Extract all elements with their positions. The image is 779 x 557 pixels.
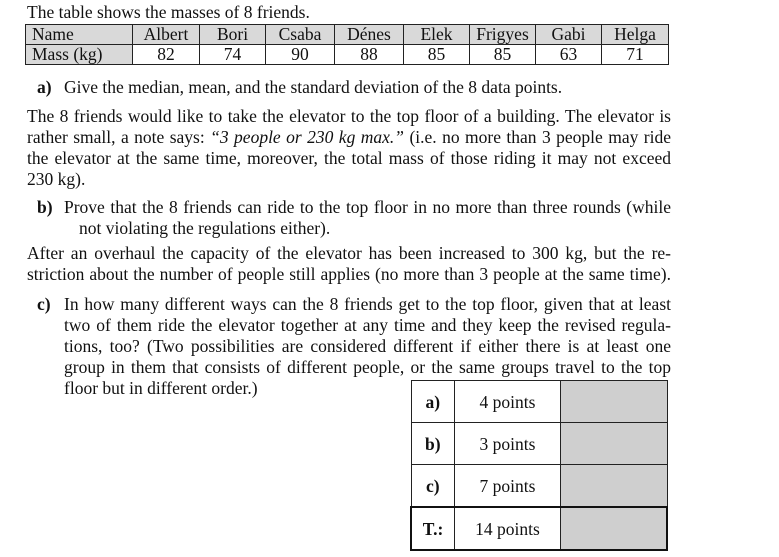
points-row [411, 381, 667, 423]
friend-name: Frigyes [470, 25, 536, 45]
total-score-box[interactable] [561, 507, 668, 550]
score-box[interactable] [561, 381, 668, 423]
friend-name: Dénes [335, 25, 404, 45]
friend-mass: 63 [536, 45, 602, 65]
context-1-line-2 [27, 126, 671, 148]
mass-table-value-row [26, 45, 669, 65]
friend-mass: 90 [266, 45, 335, 65]
header-label: Name [26, 25, 133, 45]
context-1-line-2-post: (i.e. no more than 3 people may ride [404, 127, 671, 147]
elevator-note-quote: “3 people or 230 kg max.” [210, 127, 405, 147]
friend-mass: 82 [133, 45, 200, 65]
context-2-line-1: After an overhaul the capacity of the elevator has been increased to 300 kg, but the re- [27, 243, 671, 263]
score-box[interactable] [561, 465, 668, 508]
points-value: 4 points [455, 381, 561, 423]
friend-name: Elek [404, 25, 470, 45]
friend-name: Albert [133, 25, 200, 45]
friend-mass: 85 [470, 45, 536, 65]
points-total-row [411, 507, 667, 550]
context-1-line-3: the elevator at the same time, moreover, the total mass of those riding it may not exceed [27, 148, 671, 168]
points-part-label: b) [411, 423, 455, 465]
question-b-line-2: not violating the regulations either). [79, 218, 331, 238]
mass-table-header-row [26, 25, 669, 45]
points-part-label: a) [411, 381, 455, 423]
mass-table [25, 24, 669, 65]
points-table [410, 380, 668, 551]
question-b-label: b) [37, 197, 53, 217]
friend-mass: 88 [335, 45, 404, 65]
points-row [411, 423, 667, 465]
points-total-label: T.: [411, 507, 455, 550]
context-2-line-2: striction about the number of people still applies (no more than 3 people at the same time). [27, 264, 671, 284]
question-b-line-1: Prove that the 8 friends can ride to the top floor in no more than three rounds (while [64, 197, 671, 217]
intro-text: The table shows the masses of 8 friends. [27, 2, 310, 22]
question-c-line-4: group in them that consists of different people, or the same groups travel to the top [64, 357, 671, 377]
points-total-value: 14 points [455, 507, 561, 550]
context-1-line-2-pre: rather small, a note says: [27, 127, 211, 147]
friend-name: Bori [200, 25, 266, 45]
question-a-label: a) [37, 77, 52, 97]
friend-name: Helga [602, 25, 669, 45]
friend-name: Gabi [536, 25, 602, 45]
friend-mass: 85 [404, 45, 470, 65]
context-1-line-4: 230 kg). [27, 169, 86, 189]
points-value: 3 points [455, 423, 561, 465]
question-c-line-1: In how many different ways can the 8 friends get to the top floor, given that at least [64, 294, 671, 314]
score-box[interactable] [561, 423, 668, 465]
points-value: 7 points [455, 465, 561, 508]
points-part-label: c) [411, 465, 455, 508]
friend-mass: 74 [200, 45, 266, 65]
friend-mass: 71 [602, 45, 669, 65]
question-c-label: c) [37, 294, 51, 314]
question-c-line-5: floor but in different order.) [64, 378, 258, 398]
question-a-text: Give the median, mean, and the standard deviation of the 8 data points. [64, 77, 563, 97]
row-label: Mass (kg) [26, 45, 133, 65]
question-c-line-3: tions, too? (Two possibilities are considered different if either there is at least one [64, 336, 671, 356]
context-1-line-1: The 8 friends would like to take the elevator to the top floor of a building. The elevator is [27, 106, 671, 126]
question-c-line-2: two of them ride the elevator together at any time and they keep the revised regula- [64, 315, 671, 335]
points-row [411, 465, 667, 508]
friend-name: Csaba [266, 25, 335, 45]
